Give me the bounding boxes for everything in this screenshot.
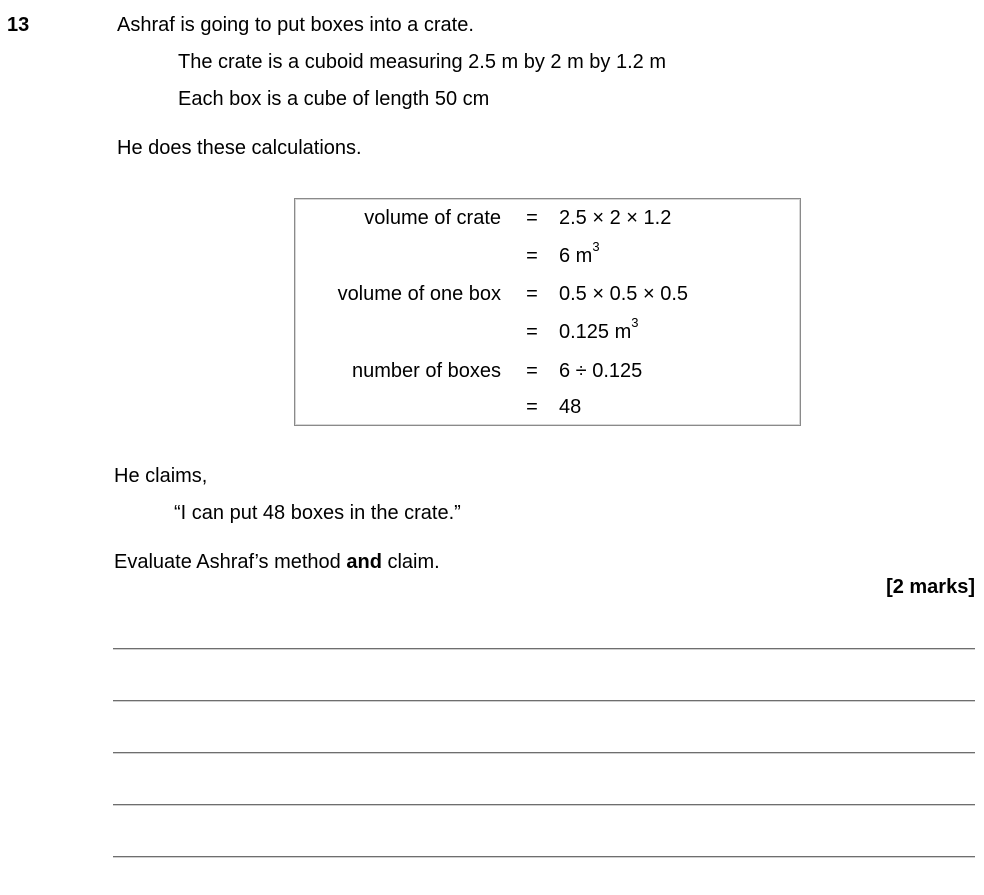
answer-line[interactable] (113, 700, 975, 702)
question-number: 13 (7, 14, 30, 36)
calc-row (295, 239, 800, 268)
equals-sign: = (526, 245, 538, 267)
equals-sign: = (526, 360, 538, 382)
answer-line[interactable] (113, 856, 975, 858)
calc-row (295, 359, 800, 383)
calc-value: 6 $m^3$ (559, 239, 600, 267)
calc-row (295, 282, 800, 306)
calc-value: 0.125 $m^3$ (559, 315, 639, 343)
claim-quote: “I can put 48 boxes in the crate.” (174, 502, 461, 524)
calc-row (295, 315, 800, 344)
calc-row (295, 395, 800, 419)
equals-sign: = (526, 283, 538, 305)
calculations-intro: He does these calculations. (117, 137, 362, 159)
answer-line[interactable] (113, 804, 975, 806)
crate-dimensions: The crate is a cuboid measuring 2.5 m by 2 m by 1.2 m (178, 51, 666, 73)
calculation-box (294, 198, 801, 426)
marks-label: [2 marks] (886, 576, 975, 598)
calc-value: 48 (559, 396, 582, 418)
equals-sign: = (526, 396, 538, 418)
box-dimensions: Each box is a cube of length 50 cm (178, 88, 490, 110)
answer-line[interactable] (113, 648, 975, 650)
question-intro: Ashraf is going to put boxes into a crate. (117, 14, 474, 36)
calc-value: 2.5 × 2 × 1.2 (559, 207, 672, 229)
calc-row (295, 206, 800, 230)
equals-sign: = (526, 321, 538, 343)
calc-value: 0.5 × 0.5 × 0.5 (559, 283, 688, 305)
calc-label: volume of crate (364, 207, 501, 229)
claim-intro: He claims, (114, 465, 208, 487)
equals-sign: = (526, 207, 538, 229)
calc-label: number of boxes (352, 360, 501, 382)
calc-value: 6 ÷ 0.125 (559, 360, 643, 382)
task-instruction: Evaluate Ashraf’s method and claim. (114, 551, 440, 573)
answer-line[interactable] (113, 752, 975, 754)
calc-label: volume of one box (337, 283, 501, 305)
